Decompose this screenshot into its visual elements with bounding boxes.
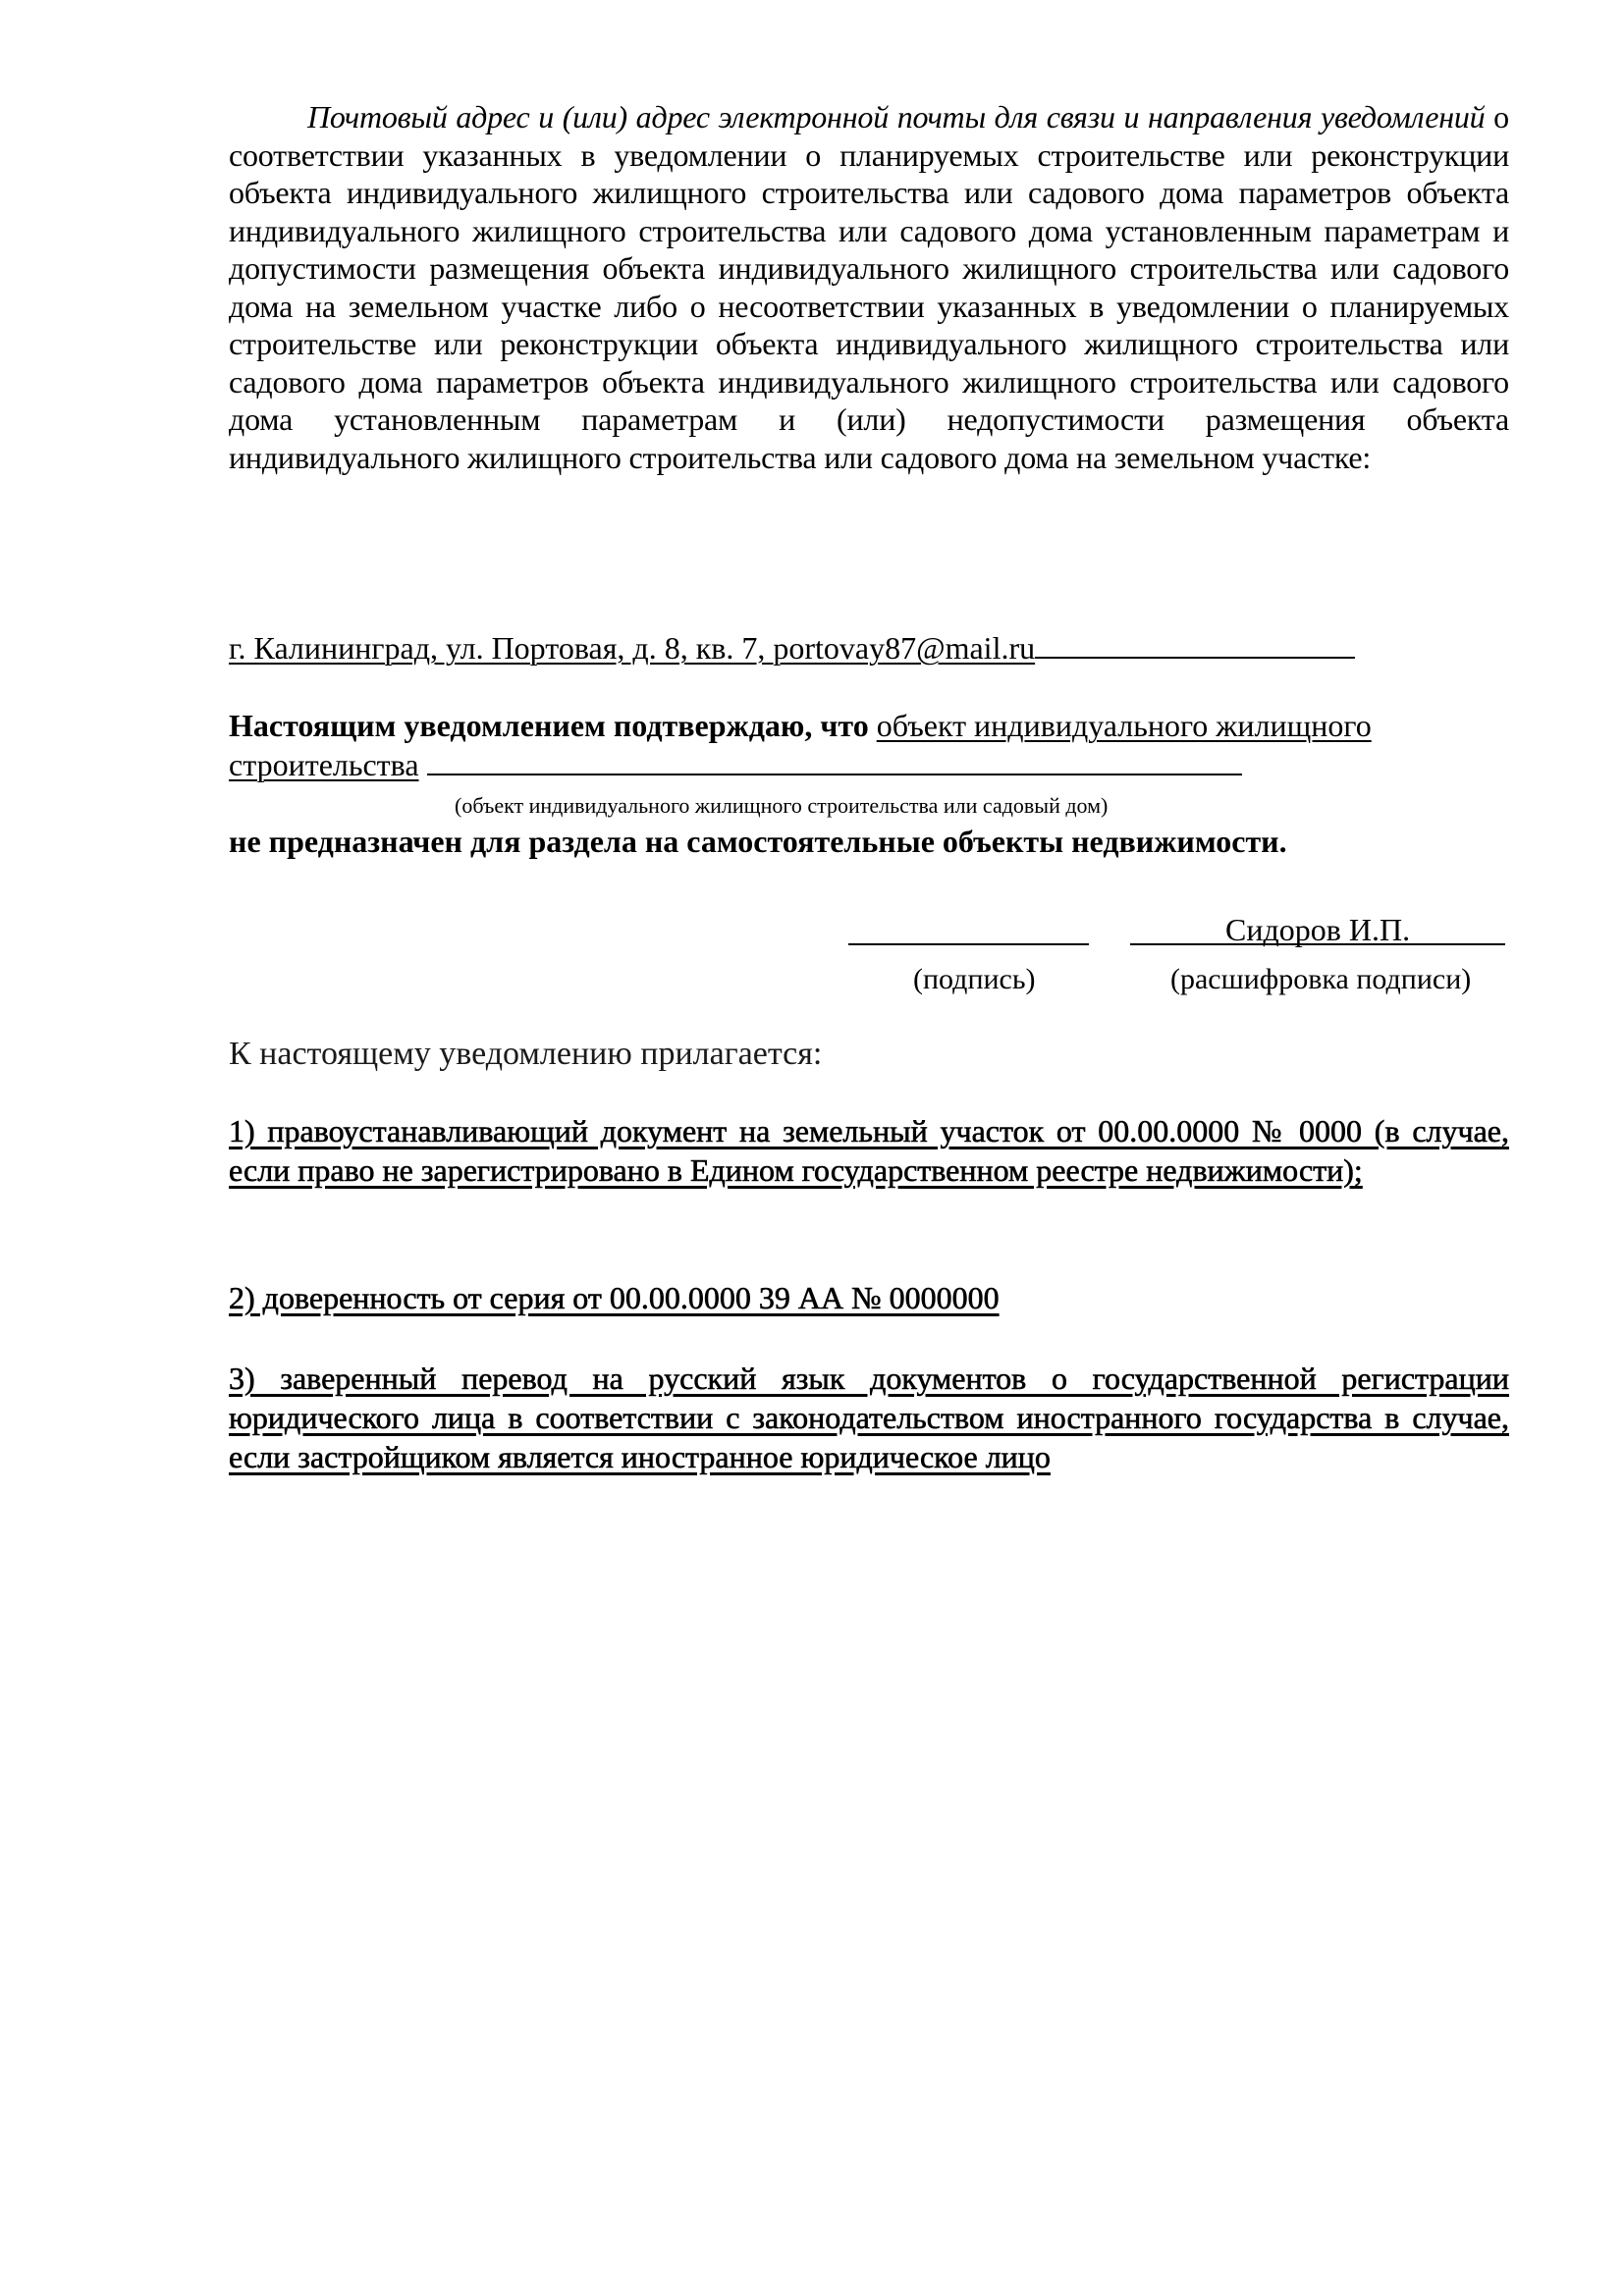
- attachment-item: [229, 1111, 1509, 1190]
- signature-name: Сидоров И.П.: [1225, 912, 1411, 947]
- signature-field: [848, 910, 1089, 949]
- object-type-caption: (объект индивидуального жилищного строительства или садовый дом): [455, 793, 1109, 818]
- attachment-item-text: 1) правоустанавливающий документ на земельный участок от 00.00.0000 № 0000 (в случае, если право не зарегистрировано в Едином государственном реестре недвижимости);: [229, 1113, 1509, 1188]
- attachment-item-text: 3) заверенный перевод на русский язык документов о государственной регистрации юридического лица в соответствии с законодательством иностранного государства в случае, если застройщиком является иностранное юридическое лицо: [229, 1361, 1509, 1474]
- address-value: г. Калининград, ул. Портовая, д. 8, кв. 7, portovay87@mail.ru: [229, 630, 1036, 666]
- not-for-division-statement: не предназначен для раздела на самостоятельные объекты недвижимости.: [229, 824, 1287, 859]
- attachment-item-text: 2) доверенность от серия от 00.00.0000 39 АА № 0000000: [229, 1280, 1000, 1315]
- address-blank-line: [1035, 656, 1355, 659]
- object-type-value: объект индивидуального жилищного строительства: [229, 708, 1372, 782]
- attachments-title: К настоящему уведомлению прилагается:: [229, 1036, 823, 1072]
- paragraph-body: о соответствии указанных в уведомлении о планируемых строительстве или реконструкции объекта индивидуального жилищного строительства или садового дома параметров объекта индивидуального жилищного строительства или садового дома установленным параметрам и допустимости размещения объекта индивидуального жилищного строительства или садового дома на земельном участке либо о несоответствии указанных в уведомлении о планируемых строительстве или реконструкции объекта индивидуального жилищного строительства или садового дома параметров объекта индивидуального жилищного строительства или садового дома установленным параметрам и (или) недопустимости размещения объекта индивидуального жилищного строительства или садового дома на земельном участке:: [229, 99, 1509, 475]
- address-field: [229, 629, 1509, 667]
- contact-address-paragraph: [229, 98, 1509, 476]
- signature-name-caption: (расшифровка подписи): [1170, 963, 1472, 995]
- signature-caption: (подпись): [913, 963, 1036, 995]
- attachment-item: [229, 1278, 1509, 1317]
- attachment-item: [229, 1359, 1509, 1476]
- object-type-blank-line: [427, 773, 1242, 775]
- confirmation-block: [229, 706, 1509, 784]
- signature-name-field: [1130, 910, 1505, 949]
- confirmation-lead: Настоящим уведомлением подтверждаю, что: [229, 708, 869, 743]
- signature-blank-line: [848, 942, 1089, 945]
- paragraph-italic-lead: Почтовый адрес и (или) адрес электронной почты для связи и направления уведомлений: [307, 99, 1486, 134]
